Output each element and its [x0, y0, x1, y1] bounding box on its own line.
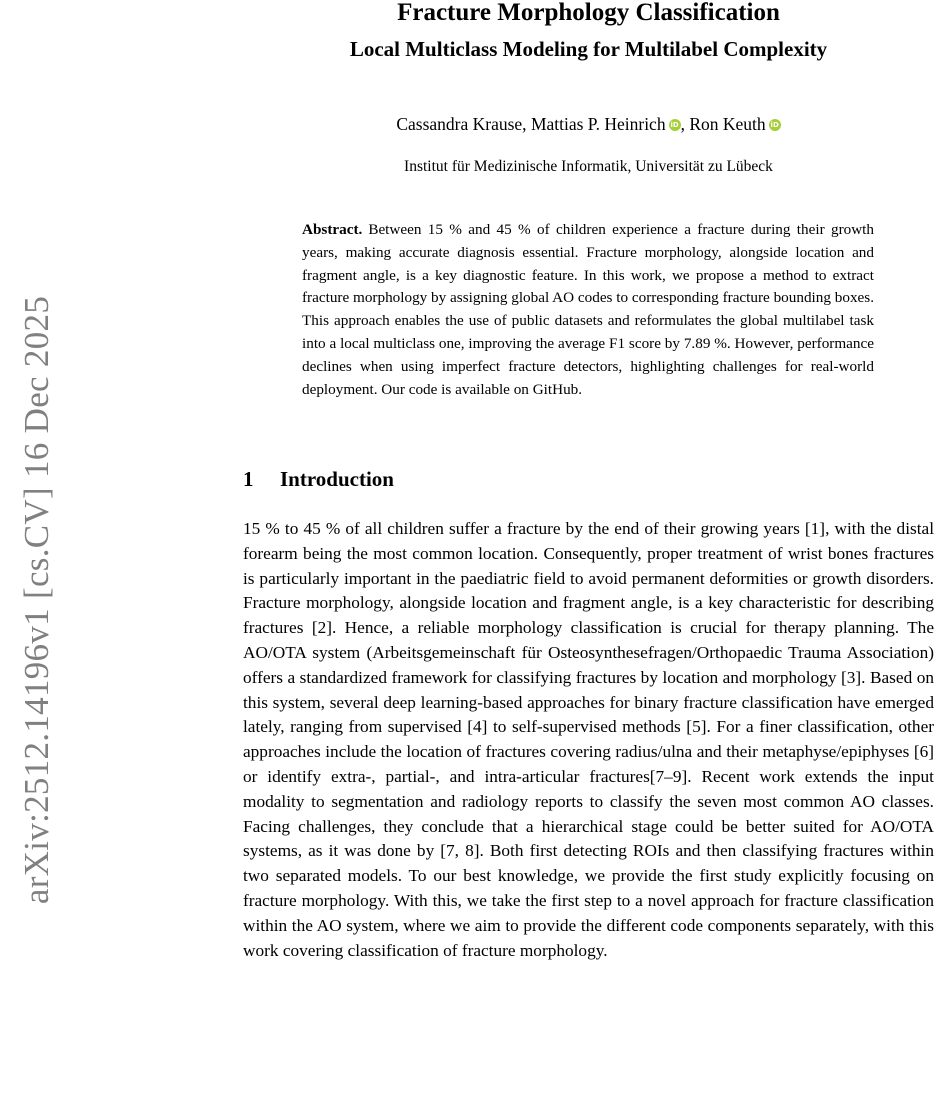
author-separator: ,	[680, 114, 685, 134]
abstract-block	[302, 219, 874, 401]
affiliation: Institut für Medizinische Informatik, Universität zu Lübeck	[404, 158, 773, 175]
paper-title: Fracture Morphology Classification	[397, 0, 780, 26]
section-title: Introduction	[280, 467, 394, 491]
arxiv-identifier-stamp: arXiv:2512.14196v1 [cs.CV] 16 Dec 2025	[17, 295, 56, 905]
abstract-text: Between 15 % and 45 % of children experience a fracture during their growth years, making accurate diagnosis essential. Fracture morphology, alongside location and fragment angle, is a key diagnostic feature. In this work, we propose a method to extract fracture morphology by assigning global AO codes to corresponding fracture bounding boxes. This approach enables the use of public datasets and reformulates the global multilabel task into a local multiclass one, improving the average F1 score by 7.89 %. However, performance declines when using imperfect fracture detectors, highlighting challenges for real-world deployment. Our code is available on GitHub.	[302, 221, 874, 398]
abstract-label: Abstract.	[302, 221, 363, 238]
section-number: 1	[243, 467, 254, 491]
orcid-icon[interactable]: iD	[670, 121, 679, 129]
author-name: Cassandra Krause,	[396, 114, 527, 134]
author-name: Mattias P. Heinrich	[530, 114, 666, 134]
paper-subtitle: Local Multiclass Modeling for Multilabel Complexity	[349, 37, 828, 61]
section-heading	[243, 466, 394, 492]
introduction-paragraph: 15 % to 45 % of all children suffer a fracture by the end of their growing years [1], with the distal forearm being the most common location. Consequently, proper treatment of wrist bones fractures is particularly important in the paediatric field to avoid permanent deformities or growth disorders. Fracture morphology, alongside location and fragment angle, is a key characteristic for describing fractures [2]. Hence, a reliable morphology classification is crucial for therapy planning. The AO/OTA system (Arbeitsgemeinschaft für Osteosynthesefragen/Orthopaedic Trauma Association) offers a standardized framework for classifying fractures by location and morphology [3]. Based on this system, several deep learning-based approaches for binary fracture classification have emerged lately, ranging from supervised [4] to self-supervised methods [5]. For a finer classification, other approaches include the location of fractures covering radius/ulna and their metaphyse/epiphyses [6] or identify extra-, partial-, and intra-articular fractures[7–9]. Recent work extends the input modality to segmentation and radiology reports to classify the seven most common AO classes. Facing challenges, they conclude that a hierarchical stage could be better suited for AO/OTA systems, as it was done by [7, 8]. Both first detecting ROIs and then classifying fractures within two separated models. To our best knowledge, we provide the first study explicitly focusing on fracture morphology. With this, we take the first step to a novel approach for fracture classification within the AO system, where we aim to provide the different code components separately, with this work covering classification of fracture morphology.	[243, 519, 934, 960]
author-name: Ron Keuth	[689, 114, 766, 134]
orcid-icon[interactable]: iD	[770, 121, 779, 129]
author-list	[243, 112, 934, 136]
